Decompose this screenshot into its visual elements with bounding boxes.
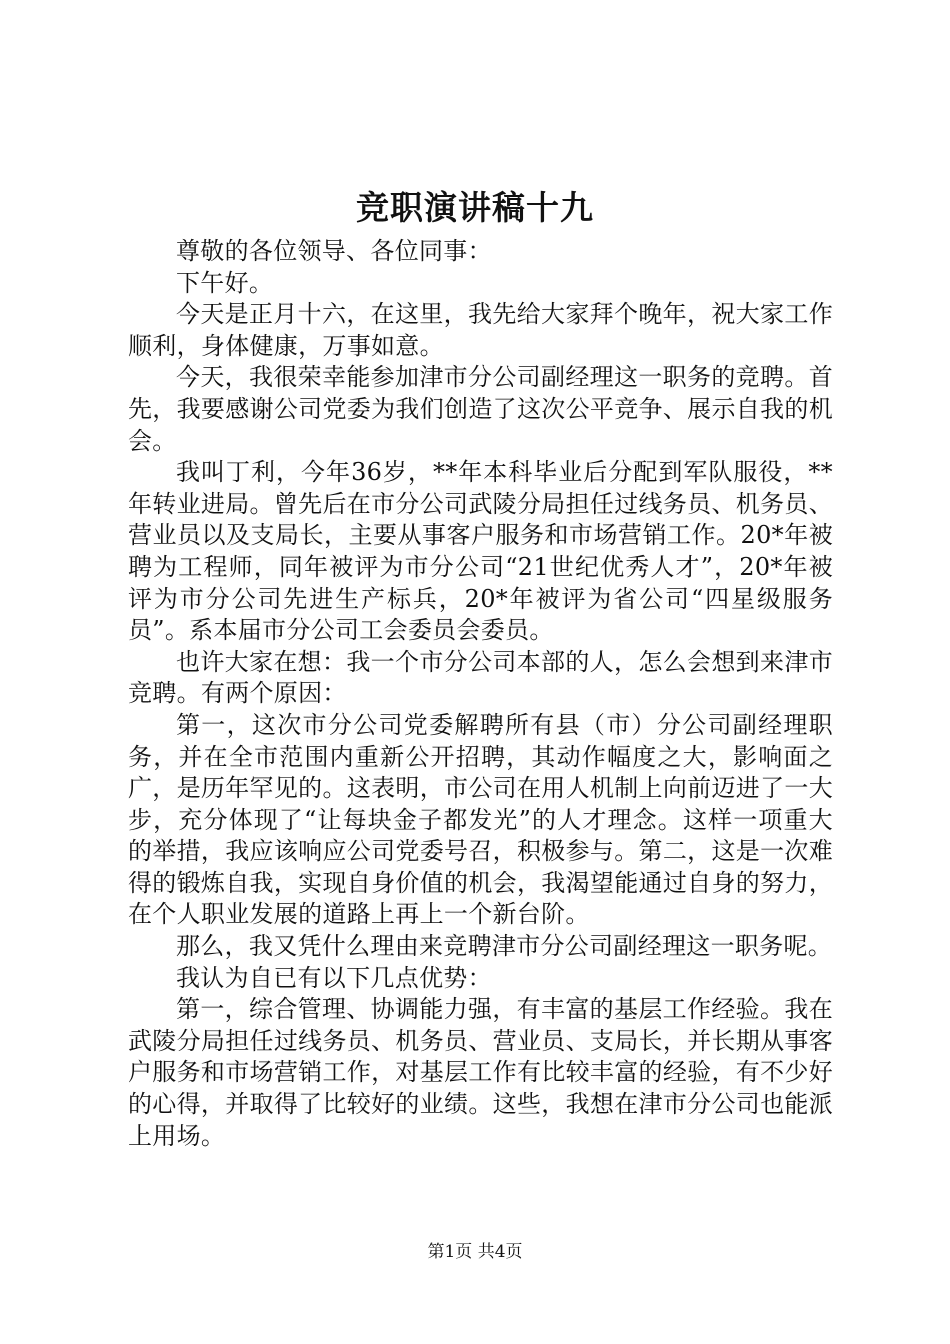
paragraph-new-year: 今天是正月十六，在这里，我先给大家拜个晚年，祝大家工作顺利，身体健康，万事如意。 (128, 300, 833, 360)
document-title: 竞职演讲稿十九 (356, 188, 594, 227)
paragraph-self-intro: 我叫丁利，今年36岁，**年本科毕业后分配到军队服役，**年转业进局。曾先后在市分公司武陵分局担任过线务员、机务员、营业员以及支局长，主要从事客户服务和市场营销工作。20*年被聘为工程师，同年被评为市分公司“21世纪优秀人才”，20*年被评为市分公司先进生产标兵，20*年被评为省公司“四星级服务员”。系本届市分公司工会委员会委员。 (128, 458, 833, 645)
document-body (128, 236, 833, 1152)
paragraph-salutation: 尊敬的各位领导、各位同事： (176, 237, 492, 265)
paragraph-thanks: 今天，我很荣幸能参加津市分公司副经理这一职务的竞聘。首先，我要感谢公司党委为我们创造了这次公平竞争、展示自我的机会。 (128, 363, 833, 455)
paragraph-reasons: 第一，这次市分公司党委解聘所有县（市）分公司副经理职务，并在全市范围内重新公开招聘，其动作幅度之大，影响面之广，是历年罕见的。这表明，市公司在用人机制上向前迈进了一大步，充分体现了“让每块金子都发光”的人才理念。这样一项重大的举措，我应该响应公司党委号召，积极参与。第二，这是一次难得的锻炼自我，实现自身价值的机会，我渴望能通过自身的努力，在个人职业发展的道路上再上一个新台阶。 (128, 710, 833, 929)
paragraph-advantages-intro: 我认为自已有以下几点优势： (176, 963, 492, 992)
paragraph-reasons-intro: 也许大家在想：我一个市分公司本部的人，怎么会想到来津市竞聘。有两个原因： (128, 647, 833, 708)
page-footer: 第1页 共4页 (427, 1242, 523, 1262)
paragraph-question: 那么，我又凭什么理由来竞聘津市分公司副经理这一职务呢。 (176, 932, 833, 961)
paragraph-advantage-one: 第一，综合管理、协调能力强，有丰富的基层工作经验。我在武陵分局担任过线务员、机务员、营业员、支局长，并长期从事客户服务和市场营销工作，对基层工作有比较丰富的经验，有不少好的心得，并取得了比较好的业绩。这些，我想在津市分公司也能派上用场。 (128, 995, 833, 1150)
paragraph-greeting: 下午好。 (176, 268, 274, 297)
